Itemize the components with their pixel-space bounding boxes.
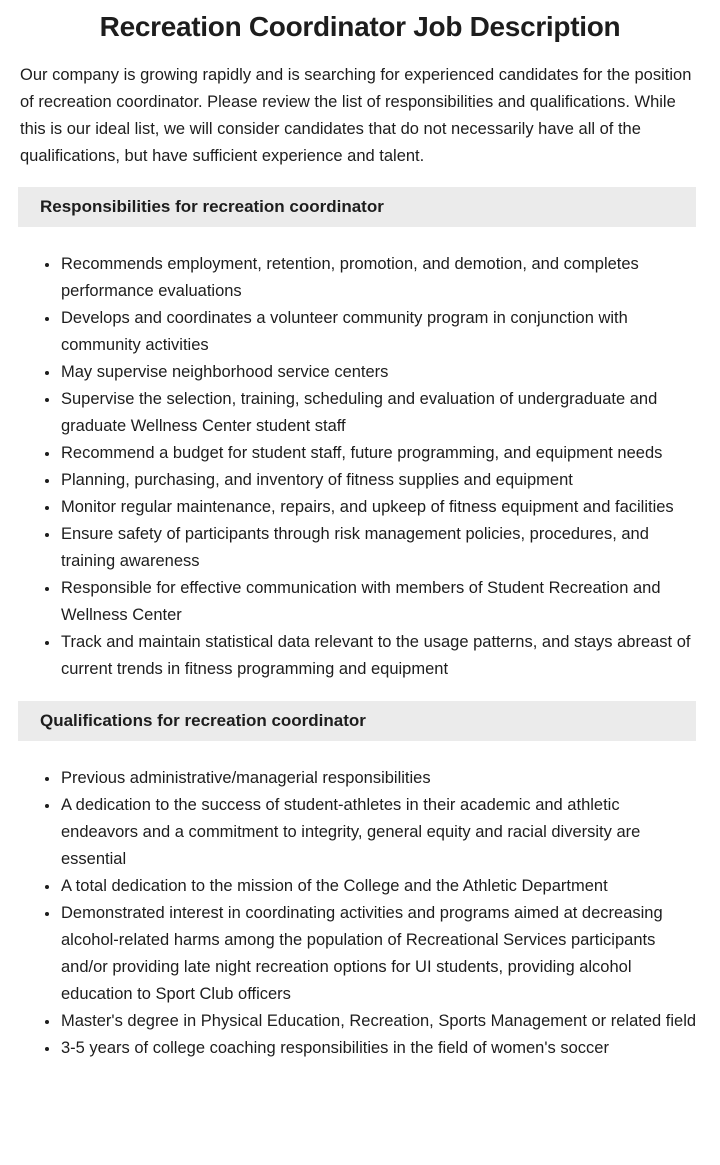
list-item: • Track and maintain statistical data relevant to the usage patterns, and stays abreast of current trends in fitness programming and equipment xyxy=(60,629,698,683)
list-item: • Supervise the selection, training, scheduling and evaluation of undergraduate and graduate Wellness Center student staff xyxy=(60,386,698,440)
list-item: • Recommends employment, retention, promotion, and demotion, and completes performance evaluations xyxy=(60,251,698,305)
intro-paragraph: Our company is growing rapidly and is searching for experienced candidates for the position of recreation coordinator. Please review the list of responsibilities and qualifications. While this is our ideal list, we will consider candidates that do not necessarily have all of the qualifications, but have sufficient experience and talent. xyxy=(20,66,692,165)
list-item: • A total dedication to the mission of the College and the Athletic Department xyxy=(60,873,698,900)
section-heading-qualifications: Qualifications for recreation coordinator xyxy=(18,701,696,741)
list-item: • Monitor regular maintenance, repairs, and upkeep of fitness equipment and facilities xyxy=(60,494,698,521)
list-item: • May supervise neighborhood service centers xyxy=(60,359,698,386)
list-item: • Previous administrative/managerial responsibilities xyxy=(60,765,698,792)
list-item: • Ensure safety of participants through risk management policies, procedures, and training awareness xyxy=(60,521,698,575)
list-item: • Recommend a budget for student staff, future programming, and equipment needs xyxy=(60,440,698,467)
list-item: • Demonstrated interest in coordinating activities and programs aimed at decreasing alcohol-related harms among the population of Recreational Services participants and/or providing late night recreation options for UI students, providing alcohol education to Sport Club officers xyxy=(60,900,698,1008)
responsibilities-list xyxy=(20,251,698,683)
section-qualifications xyxy=(0,701,720,1062)
list-item: • Develops and coordinates a volunteer community program in conjunction with community activities xyxy=(60,305,698,359)
section-heading-responsibilities: Responsibilities for recreation coordinator xyxy=(18,187,696,227)
page-title: Recreation Coordinator Job Description xyxy=(99,11,621,42)
list-item: • Responsible for effective communication with members of Student Recreation and Wellness Center xyxy=(60,575,698,629)
qualifications-list xyxy=(20,765,698,1062)
list-item: • Master's degree in Physical Education, Recreation, Sports Management or related field xyxy=(60,1008,698,1035)
list-item: • Planning, purchasing, and inventory of fitness supplies and equipment xyxy=(60,467,698,494)
list-item: • A dedication to the success of student-athletes in their academic and athletic endeavors and a commitment to integrity, general equity and racial diversity are essential xyxy=(60,792,698,873)
list-item: • 3-5 years of college coaching responsibilities in the field of women's soccer xyxy=(60,1035,698,1062)
section-responsibilities xyxy=(0,187,720,683)
